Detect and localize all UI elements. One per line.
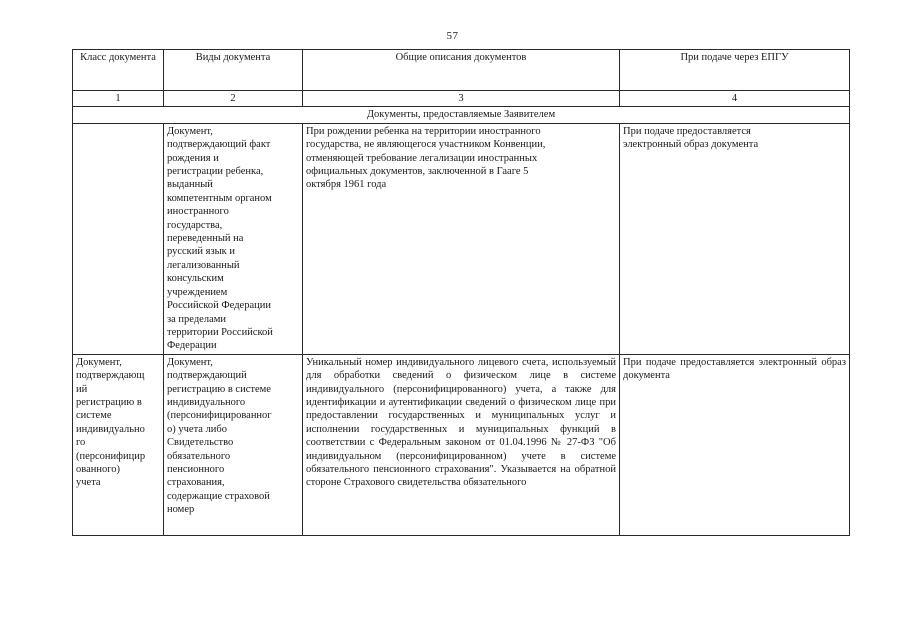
row1-type-line: компетентным органом [167,192,272,204]
column-number-3: 3 [303,91,620,107]
row1-document-type [164,123,303,354]
row2-class-line: Документ, [76,356,122,368]
header-row [73,50,850,91]
row2-type-line: Документ, [167,356,213,368]
row2-class-line: регистрацию в [76,396,142,408]
row1-type-line: переведенный на [167,233,244,245]
row2-type-line: о) учета либо [167,423,228,435]
row2-type-line: подтверждающий [167,370,247,382]
row2-class-line: подтверждающ [76,370,145,382]
row1-type-line: Федерации [167,340,217,352]
header-epgu-submission: При подаче через ЕПГУ [620,50,850,91]
header-document-types: Виды документа [164,50,303,91]
row2-type-line: содержащие страховой [167,490,270,502]
row1-document-class [73,123,164,354]
row2-type-line: обязательного [167,450,231,462]
row2-type-line: пенсионного [167,463,225,475]
row2-class-line: учета [76,477,101,489]
row1-description-line: При рождении ребенка на территории иностранного [306,125,541,137]
row2-type-line: Свидетельство [167,437,234,449]
section-title: Документы, предоставляемые Заявителем [73,107,850,123]
table-row [73,354,850,535]
row2-description: Уникальный номер индивидуального лицевого счета, используемый для обработки сведений о физическом лице в системе индивидуального (персонифицированного) учета, а также для идентификации и аутентификации сведений о физическом лице при предоставлении государственных и муниципальных услуг и исполнении государственных и муниципальных функций в соответствии с Федеральным законом от 01.04.1996 № 27-ФЗ "Об индивидуальном (персонифицированном) учете в системе обязательного пенсионного страхования". Указывается на обратной стороне Страхового свидетельства обязательного [303,354,620,535]
row1-type-line: иностранного [167,206,229,218]
row2-type-line: (персонифицированног [167,410,272,422]
row2-class-line: го [76,437,86,449]
row1-description [303,123,620,354]
row2-epgu: При подаче предоставляется электронный образ документа [620,354,850,535]
row1-type-line: государства, [167,219,223,231]
row1-description-line: официальных документов, заключенной в Гааге 5 [306,166,529,178]
row1-description-line: октября 1961 года [306,179,387,191]
row1-type-line: рождения и [167,152,219,164]
row1-type-line: учреждением [167,286,228,298]
row2-document-class [73,354,164,535]
row2-type-line: индивидуального [167,396,246,408]
column-number-row [73,91,850,107]
row1-type-line: за пределами [167,313,226,325]
row1-epgu-line: При подаче предоставляется [623,125,751,137]
header-document-descriptions: Общие описания документов [303,50,620,91]
row1-type-line: Документ, [167,125,213,137]
row1-epgu-line: электронный образ документа [623,139,759,151]
page-number: 57 [446,30,459,42]
row1-type-line: регистрации ребенка, [167,166,264,178]
row1-type-line: подтверждающий факт [167,139,271,151]
column-number-1: 1 [73,91,164,107]
row1-epgu [620,123,850,354]
row1-description-line: государства, не являющегося участником Конвенции, [306,139,546,151]
section-row [73,107,850,123]
row1-type-line: территории Российской [167,326,273,338]
table-row [73,123,850,354]
row2-class-line: ованного) [76,463,121,475]
header-document-class: Класс документа [73,50,164,91]
row2-class-line: индивидуально [76,423,145,435]
row2-type-line: регистрацию в системе [167,383,271,395]
row1-type-line: консульским [167,273,224,285]
column-number-4: 4 [620,91,850,107]
row2-document-type [164,354,303,535]
row1-type-line: Российской Федерации [167,300,271,312]
row2-class-line: ий [76,383,88,395]
documents-table [72,49,850,536]
row2-class-line: системе [76,410,112,422]
row2-type-line: страхования, [167,477,225,489]
row1-type-line: выданный [167,179,213,191]
row2-class-line: (персонифицир [76,450,146,462]
row1-type-line: легализованный [167,259,240,271]
row2-type-line: номер [167,504,195,516]
column-number-2: 2 [164,91,303,107]
row1-description-line: отменяющей требование легализации иностранных [306,152,538,164]
row1-type-line: русский язык и [167,246,236,258]
